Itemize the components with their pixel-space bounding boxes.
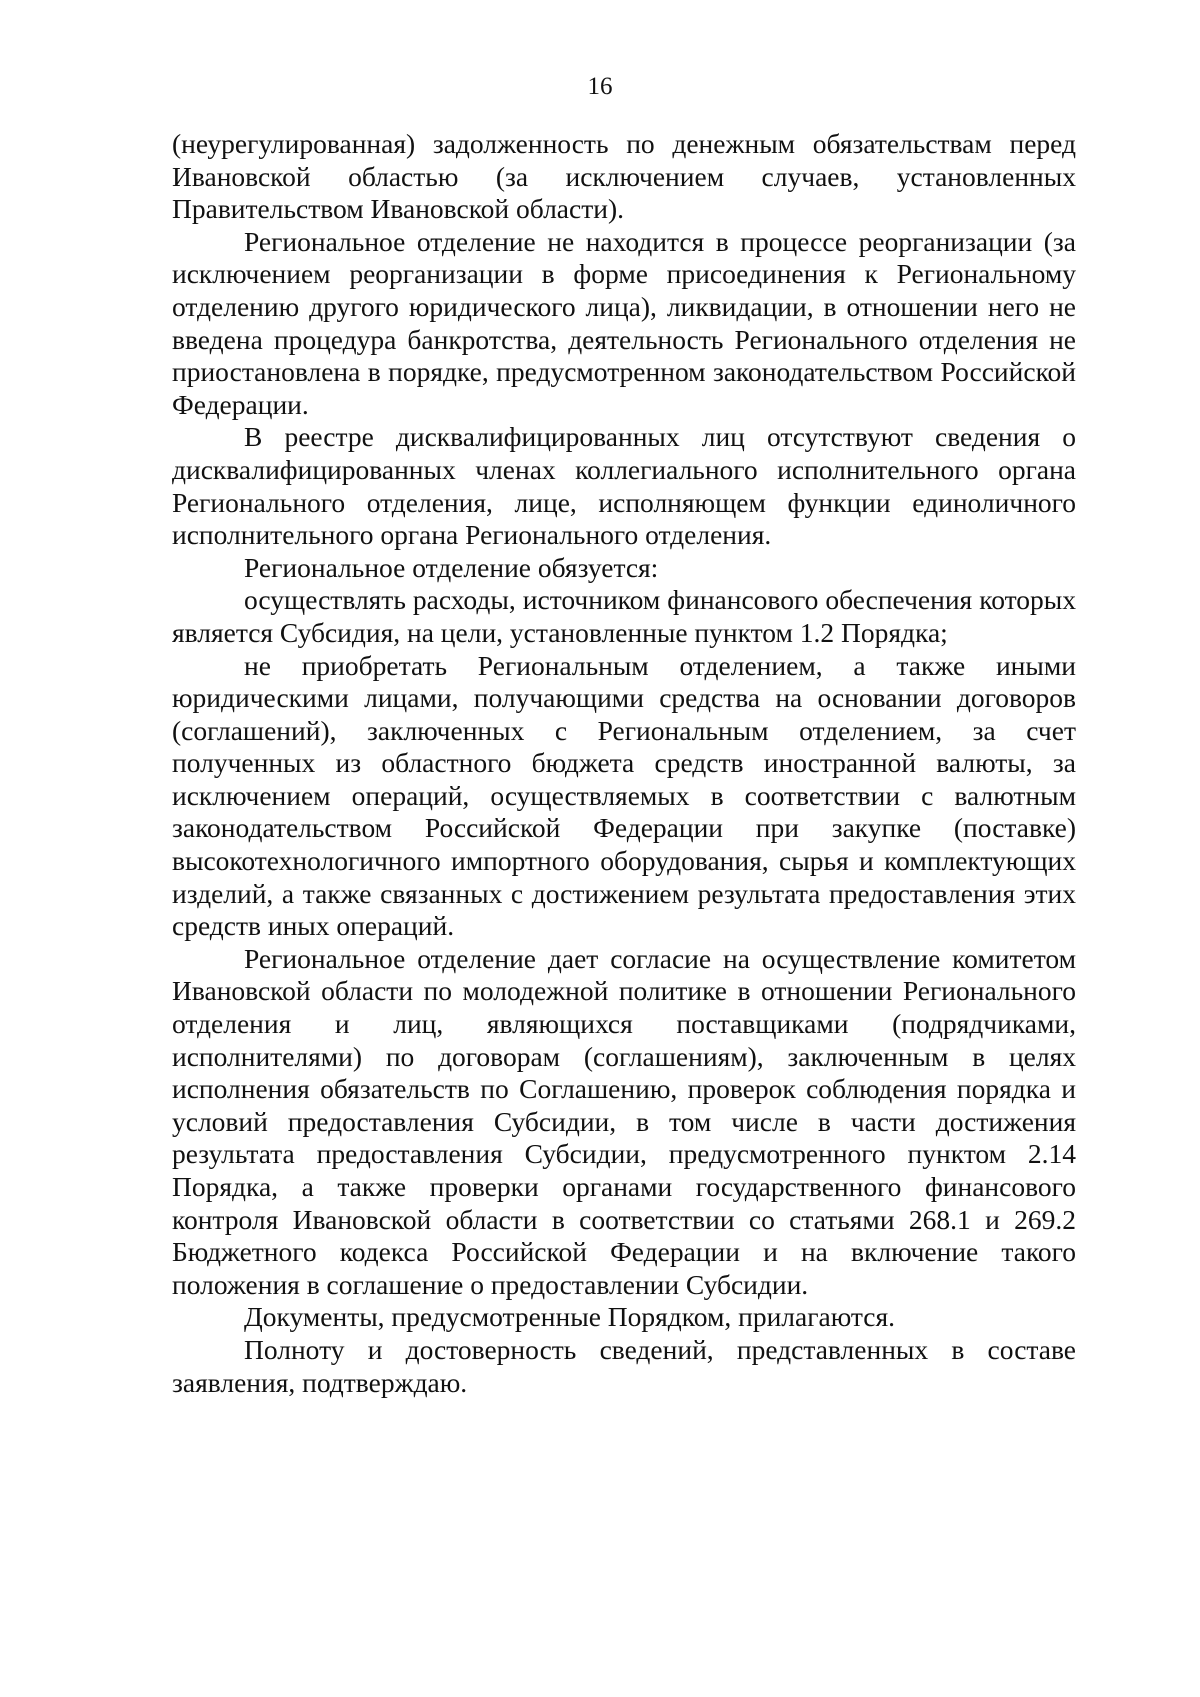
paragraph-no-reorganization: Региональное отделение не находится в процессе реорганизации (за исключением реорганизации в форме присоединения к Региональному отделению другого юридического лица), ликвидации, в отношении него не введена процедура банкротства, деятельность Регионального отделения не приостановлена в порядке, предусмотренном законодательством Российской Федерации. [172,225,1076,420]
paragraph-documents-attached: Документы, предусмотренные Порядком, прилагаются. [244,1301,895,1333]
page-number: 16 [587,73,613,100]
paragraph-debt-continuation: (неурегулированная) задолженность по денежным обязательствам перед Ивановской областью (за исключением случаев, установленных Правительством Ивановской области). [172,128,1076,225]
paragraph-confirmation: Полноту и достоверность сведений, представленных в составе заявления, подтверждаю. [172,1333,1076,1398]
paragraph-consent-inspections: Региональное отделение дает согласие на осуществление комитетом Ивановской области по молодежной политике в отношении Регионального отделения и лиц, являющихся поставщиками (подрядчиками, исполнителями) по договорам (соглашениям), заключенным в целях исполнения обязательств по Соглашению, проверок соблюдения порядка и условий предоставления Субсидии, в том числе в части достижения результата предоставления Субсидии, предусмотренного пунктом 2.14 Порядка, а также проверки органами государственного финансового контроля Ивановской области в соответствии со статьями 268.1 и 269.2 Бюджетного кодекса Российской Федерации и на включение такого положения в соглашение о предоставлении Субсидии. [172,942,1076,1300]
document-body [172,128,1076,1399]
paragraph-disqualified-registry: В реестре дисквалифицированных лиц отсутствуют сведения о дисквалифицированных членах коллегиального исполнительного органа Регионального отделения, лице, исполняющем функции единоличного исполнительного органа Регионального отделения. [172,421,1076,551]
paragraph-obligation-expenses: осуществлять расходы, источником финансового обеспечения которых является Субсидия, на цели, установленные пунктом 1.2 Порядка; [172,584,1076,648]
paragraph-obligation-currency: не приобретать Региональным отделением, а также иными юридическими лицами, получающими средства на основании договоров (соглашений), заключенных с Региональным отделением, за счет полученных из областного бюджета средств иностранной валюты, за исключением операций, осуществляемых в соответствии с валютным законодательством Российской Федерации при закупке (поставке) высокотехнологичного импортного оборудования, сырья и комплектующих изделий, а также связанных с достижением результата предоставления этих средств иных операций. [172,649,1076,942]
paragraph-obligations-intro: Региональное отделение обязуется: [244,551,659,583]
